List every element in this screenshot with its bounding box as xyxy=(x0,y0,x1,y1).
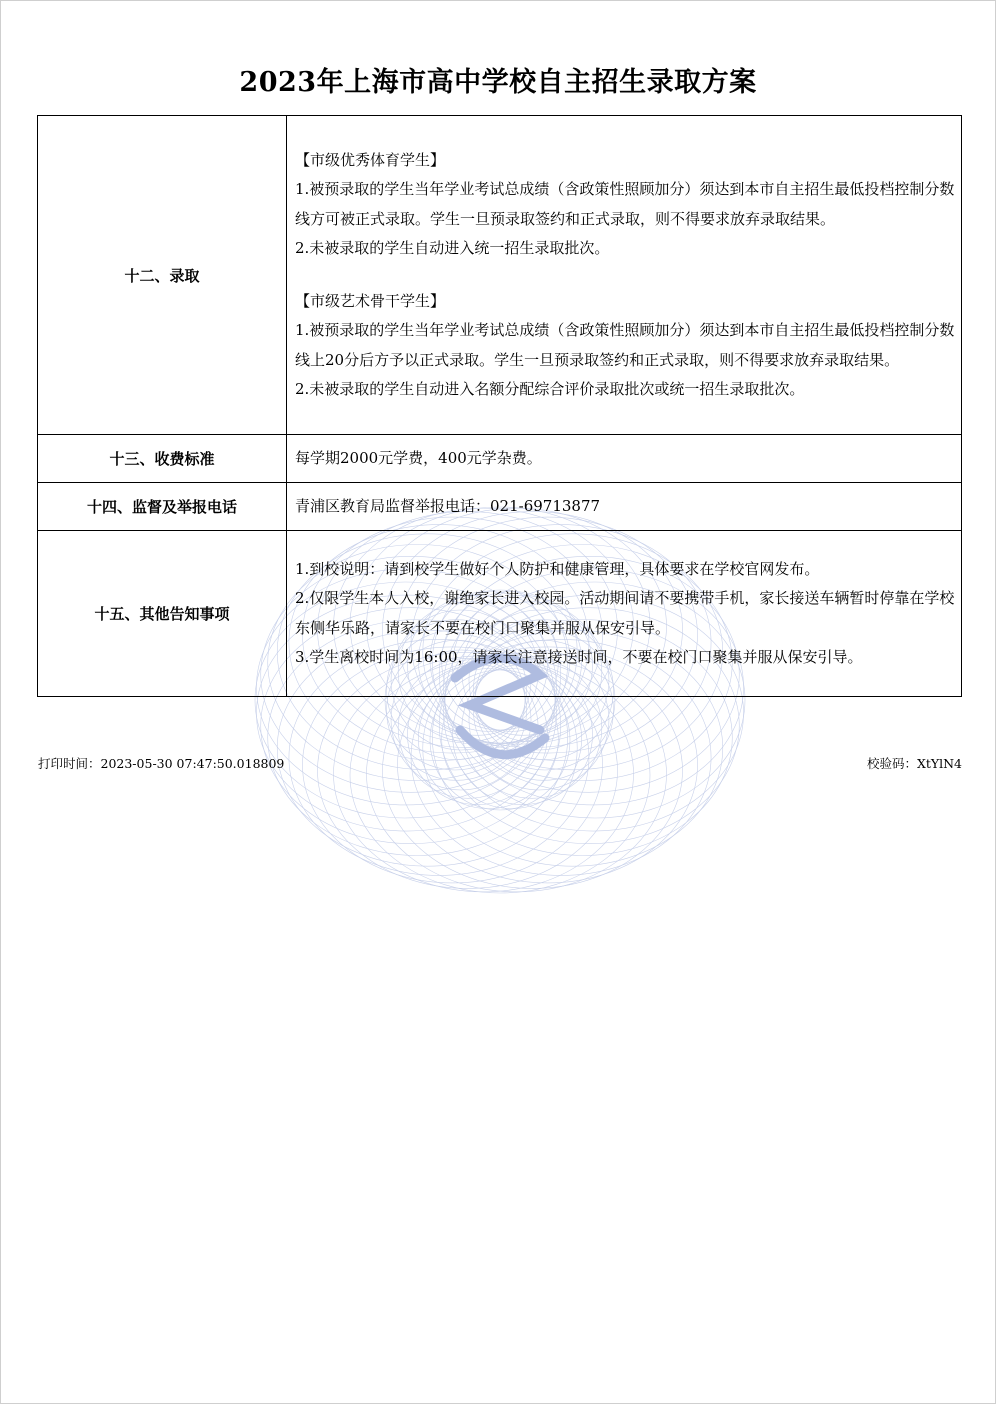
table-row xyxy=(38,483,962,531)
document-title: 2023年上海市高中学校自主招生录取方案 xyxy=(239,67,757,98)
verify-code: 校验码：XtYlN4 xyxy=(866,756,962,771)
row-content-fees xyxy=(287,435,962,483)
sports-students-heading: 【市级优秀体育学生】 xyxy=(295,150,446,169)
arts-students-heading: 【市级艺术骨干学生】 xyxy=(295,291,446,310)
row-label-supervision: 十四、监督及举报电话 xyxy=(38,483,287,531)
fee-text: 每学期2000元学费，400元学杂费。 xyxy=(295,448,542,467)
arts-rule-2: 2.未被录取的学生自动进入名额分配综合评价录取批次或统一招生录取批次。 xyxy=(295,380,805,398)
table-row xyxy=(38,116,962,435)
row-content-other xyxy=(287,531,962,697)
sports-rule-1: 1.被预录取的学生当年学业考试总成绩（含政策性照顾加分）须达到本市自主招生最低投档控制分数线方可被正式录取。学生一旦预录取签约和正式录取，则不得要求放弃录取结果。 xyxy=(295,180,955,228)
row-label-admission: 十二、录取 xyxy=(38,116,287,435)
row-content-admission xyxy=(287,116,962,435)
section-spacer xyxy=(295,264,955,287)
admission-plan-table xyxy=(37,115,962,697)
row-label-fees: 十三、收费标准 xyxy=(38,435,287,483)
table-row xyxy=(38,531,962,697)
row-label-other: 十五、其他告知事项 xyxy=(38,531,287,697)
sports-rule-2: 2.未被录取的学生自动进入统一招生录取批次。 xyxy=(295,239,610,257)
print-time: 打印时间：2023-05-30 07:47:50.018809 xyxy=(38,756,285,771)
row-content-supervision xyxy=(287,483,962,531)
other-notice-1: 1.到校说明：请到校学生做好个人防护和健康管理，具体要求在学校官网发布。 xyxy=(295,559,820,578)
table-row xyxy=(38,435,962,483)
other-notice-3: 3.学生离校时间为16:00，请家长注意接送时间，不要在校门口聚集并服从保安引导。 xyxy=(295,648,863,666)
other-notice-2: 2.仅限学生本人入校，谢绝家长进入校园。活动期间请不要携带手机，家长接送车辆暂时停靠在学校东侧华乐路，请家长不要在校门口聚集并服从保安引导。 xyxy=(295,589,955,637)
supervision-phone-text: 青浦区教育局监督举报电话：021-69713877 xyxy=(295,496,601,515)
arts-rule-1: 1.被预录取的学生当年学业考试总成绩（含政策性照顾加分）须达到本市自主招生最低投档控制分数线上20分后方予以正式录取。学生一旦预录取签约和正式录取，则不得要求放弃录取结果。 xyxy=(295,321,955,369)
